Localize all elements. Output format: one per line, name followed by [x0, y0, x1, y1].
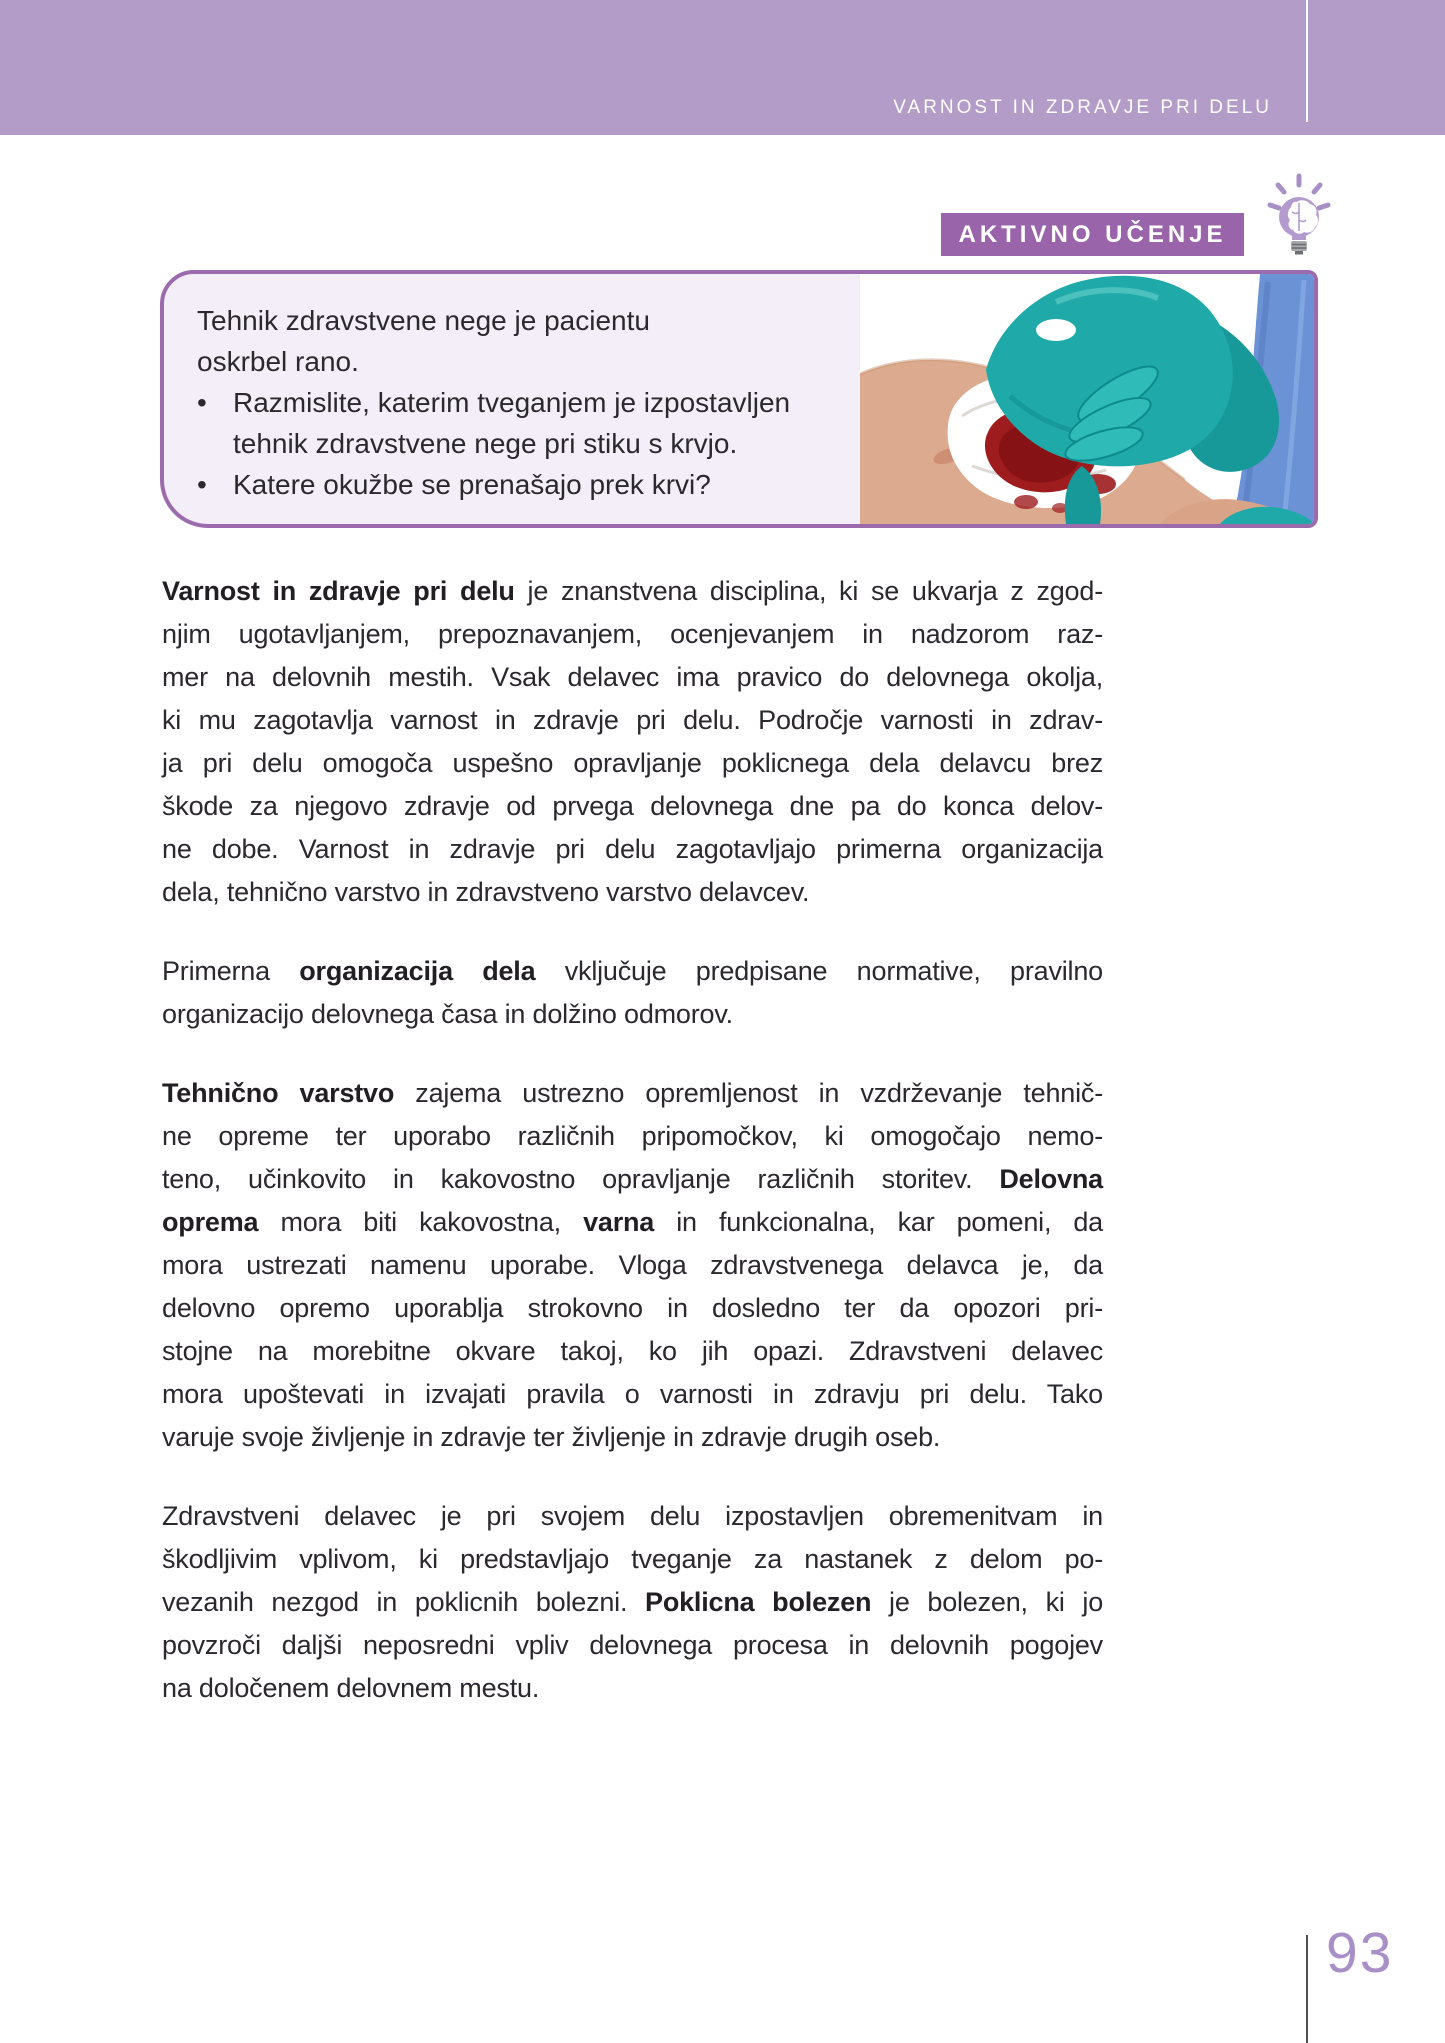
header-divider-line — [1306, 0, 1308, 122]
text-line: teno, učinkovito in kakovostno opravljanje različnih storitev. Delovna — [162, 1164, 1103, 1194]
text-line: ne dobe. Varnost in zdravje pri delu zagotavljajo primerna organizacija — [162, 834, 1103, 864]
text-line: mer na delovnih mestih. Vsak delavec ima pravico do delovnega okolja, — [162, 662, 1103, 692]
text-line: Varnost in zdravje pri delu je znanstvena disciplina, ki se ukvarja z zgod- — [162, 576, 1103, 606]
body-text — [162, 570, 1103, 1746]
text-line: Zdravstveni delavec je pri svojem delu izpostavljen obremenitvam in — [162, 1501, 1103, 1531]
text-line: mora upoštevati in izvajati pravila o varnosti in zdravju pri delu. Tako — [162, 1379, 1103, 1409]
bullet-dot: • — [197, 469, 207, 500]
text-line: vezanih nezgod in poklicnih bolezni. Poklicna bolezen je bolezen, ki jo — [162, 1587, 1104, 1617]
paragraph — [162, 1072, 1103, 1459]
question-bullet-item: • Katere okužbe se prenašajo prek krvi? — [197, 464, 790, 505]
text-line: varuje svoje življenje in zdravje ter življenje in zdravje drugih oseb. — [162, 1422, 941, 1452]
question-bullet-item: • Razmislite, katerim tveganjem je izpostavljen — [197, 382, 790, 423]
page-number: 93 — [1326, 1921, 1394, 1985]
text-line: povzroči daljši neposredni vpliv delovnega procesa in delovnih pogojev — [162, 1630, 1103, 1660]
text-line: njim ugotavljanjem, prepoznavanjem, ocenjevanjem in nadzorom raz- — [162, 619, 1103, 649]
paragraph — [162, 1495, 1103, 1710]
text-line: škodljivim vplivom, ki predstavljajo tveganje za nastanek z delom po- — [162, 1544, 1103, 1574]
text-line: oprema mora biti kakovostna, varna in funkcionalna, kar pomeni, da — [162, 1207, 1103, 1237]
chapter-title: VARNOST IN ZDRAVJE PRI DELU — [893, 97, 1272, 118]
question-text-line: Tehnik zdravstvene nege je pacientu — [197, 305, 650, 336]
question-box — [160, 270, 1318, 528]
text-line: na določenem delovnem mestu. — [162, 1673, 540, 1703]
text-line: mora ustrezati namenu uporabe. Vloga zdravstvenega delavca je, da — [162, 1250, 1103, 1280]
wound-care-photo — [860, 274, 1314, 524]
bullet-dot: • — [197, 387, 207, 418]
text-line: ne opreme ter uporabo različnih pripomočkov, ki omogočajo nemo- — [162, 1121, 1103, 1151]
text-line: škode za njegovo zdravje od prvega delovnega dne pa do konca delov- — [162, 791, 1103, 821]
page-header-band — [0, 0, 1445, 135]
question-text-line: tehnik zdravstvene nege pri stiku s krvjo. — [233, 428, 738, 459]
paragraph — [162, 570, 1103, 914]
text-line: Tehnično varstvo zajema ustrezno opremljenost in vzdrževanje tehnič- — [162, 1078, 1103, 1108]
active-learning-badge — [941, 213, 1244, 256]
text-line: Primerna organizacija dela vključuje predpisane normative, pravilno — [162, 956, 1103, 986]
text-line: ki mu zagotavlja varnost in zdravje pri delu. Področje varnosti in zdrav- — [162, 705, 1103, 735]
text-line: delovno opremo uporablja strokovno in dosledno ter da opozori pri- — [162, 1293, 1103, 1323]
question-box-text — [197, 300, 790, 505]
text-line: dela, tehnično varstvo in zdravstveno varstvo delavcev. — [162, 877, 810, 907]
question-text-line: oskrbel rano. — [197, 346, 359, 377]
brain-lightbulb-icon — [1264, 172, 1334, 266]
footer-divider-line — [1306, 1935, 1308, 2043]
active-learning-badge-label: AKTIVNO UČENJE — [958, 220, 1227, 248]
paragraph — [162, 950, 1103, 1036]
text-line: stojne na morebitne okvare takoj, ko jih opazi. Zdravstveni delavec — [162, 1336, 1103, 1366]
text-line: ja pri delu omogoča uspešno opravljanje poklicnega dela delavcu brez — [162, 748, 1103, 778]
text-line: organizacijo delovnega časa in dolžino odmorov. — [162, 999, 733, 1029]
